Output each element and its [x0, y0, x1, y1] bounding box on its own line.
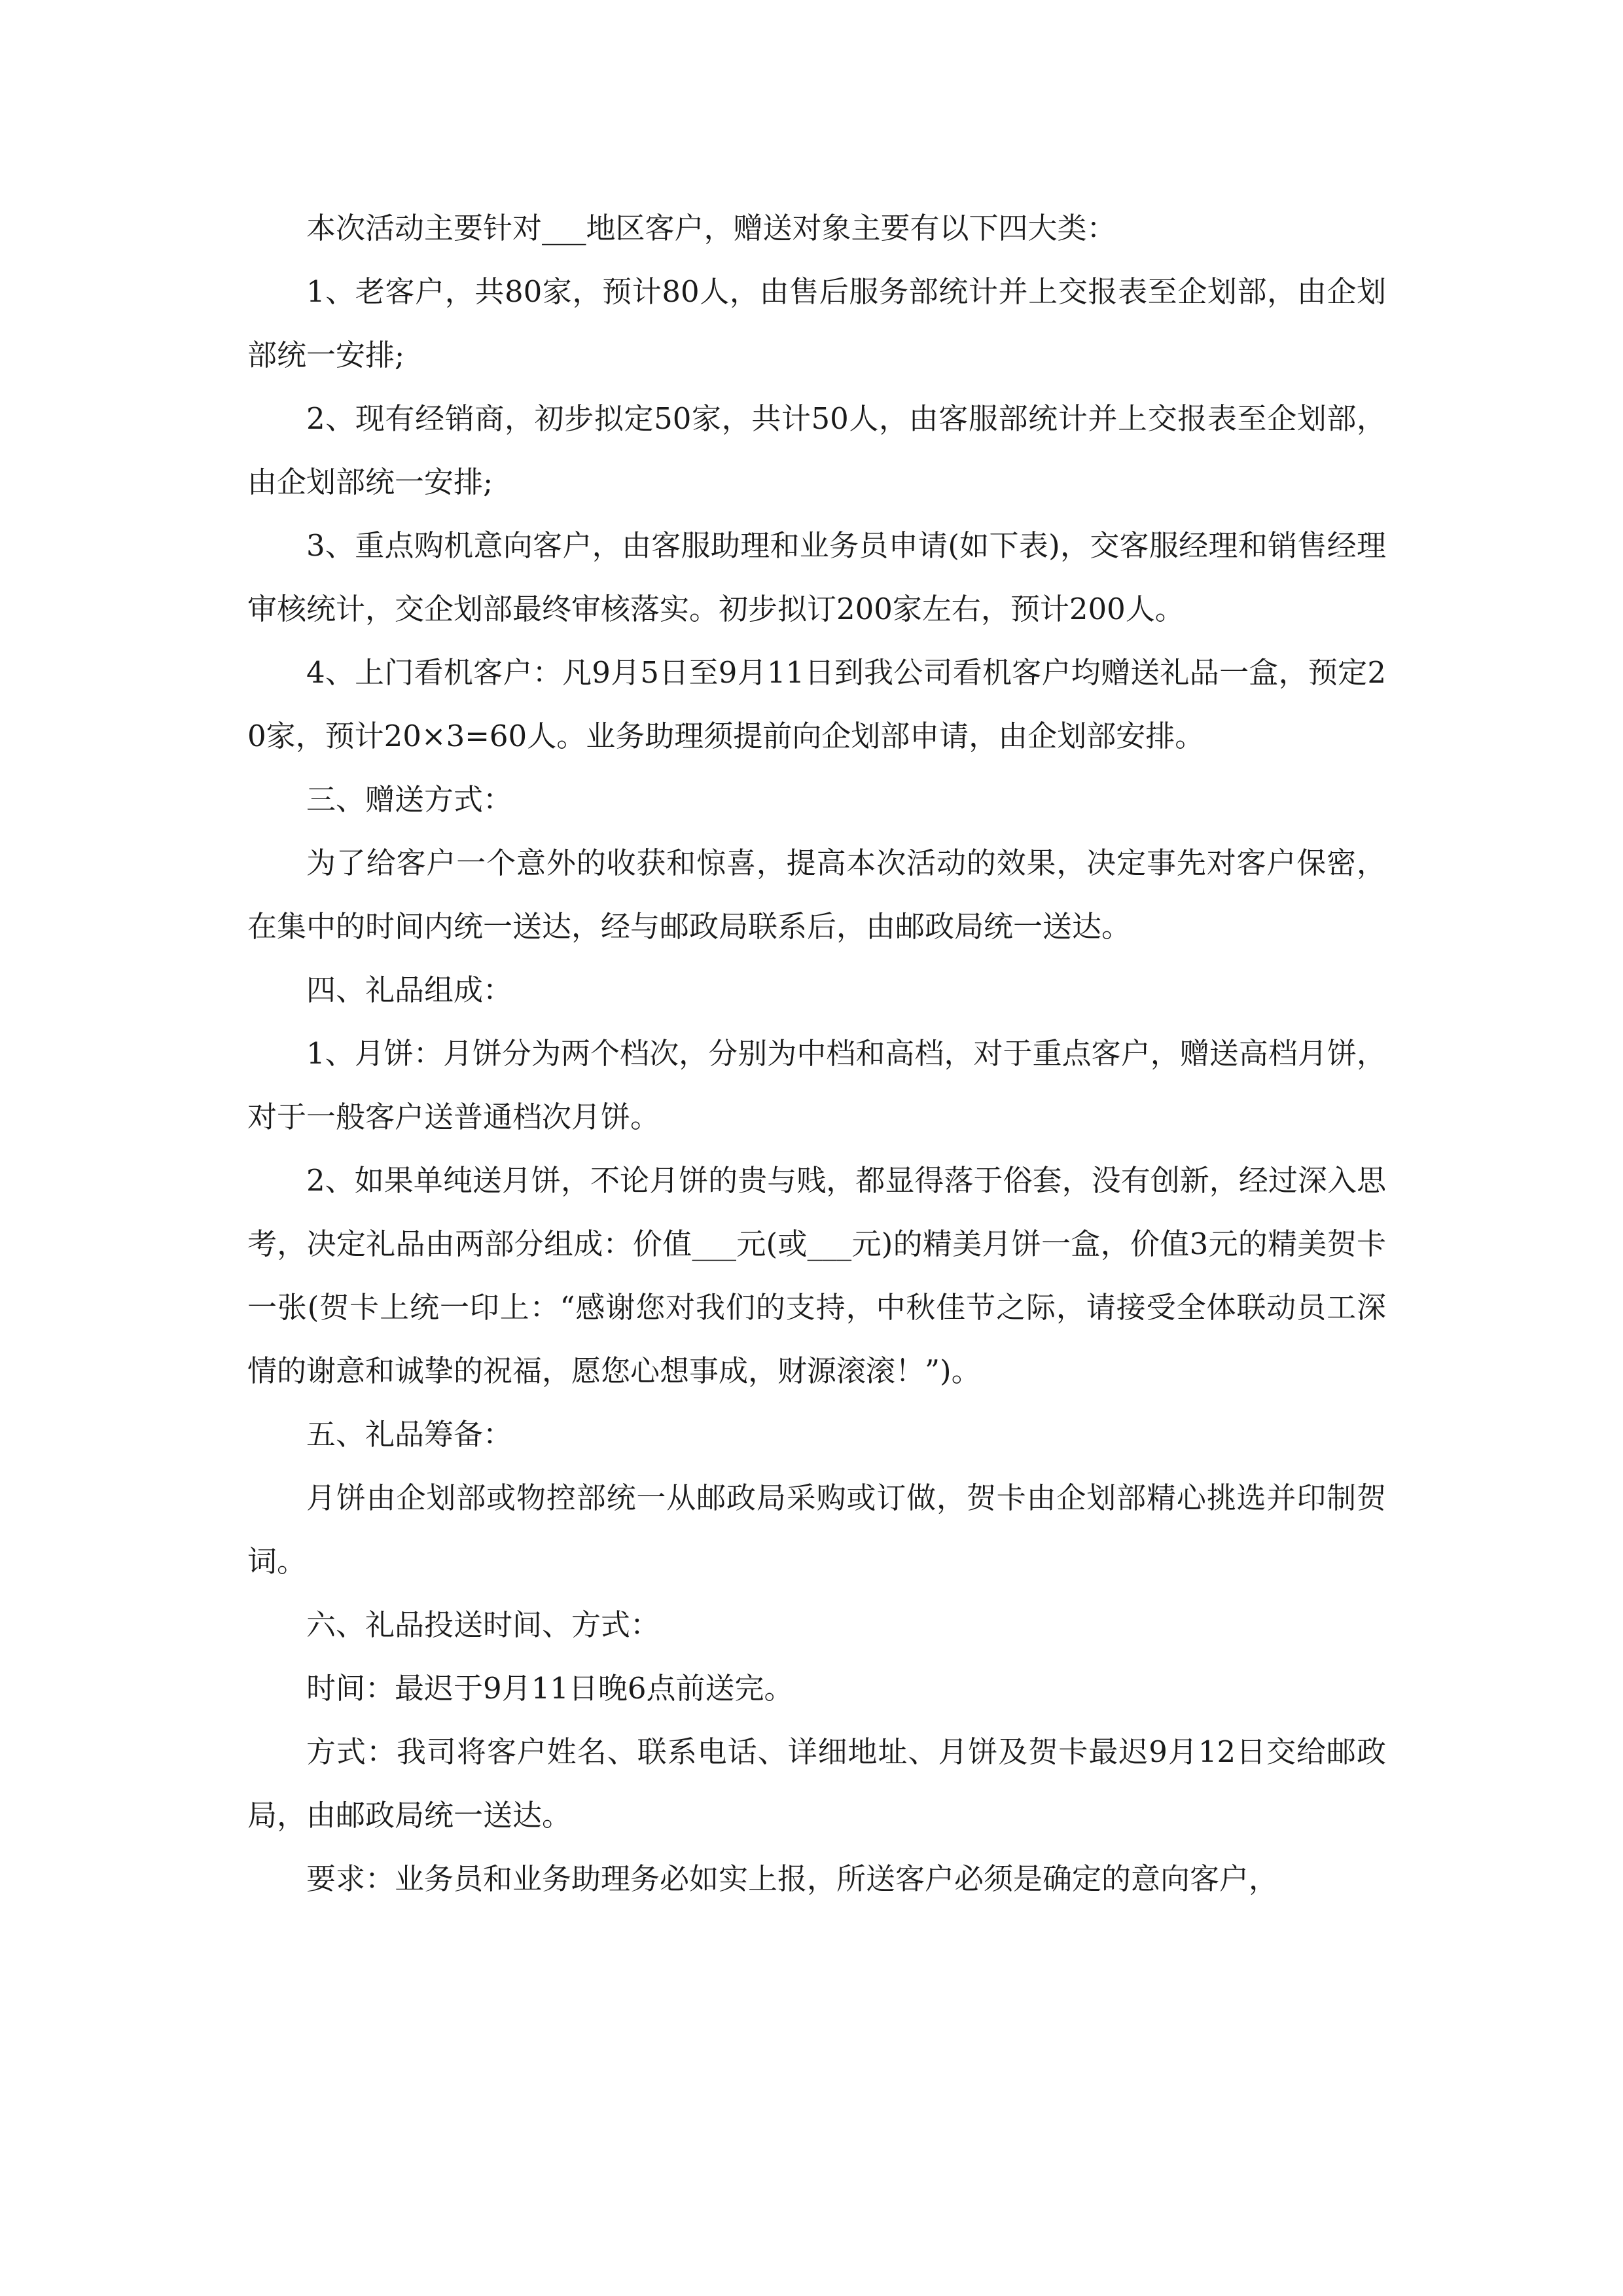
document-page [247, 196, 1386, 1910]
paragraph-intro-targets: 本次活动主要针对___地区客户，赠送对象主要有以下四大类： [306, 211, 1116, 245]
paragraph-preparation: 月饼由企划部或物控部统一从邮政局采购或订做，贺卡由企划部精心挑选并印制贺词。 [247, 1480, 1386, 1579]
paragraph-requirement: 要求：业务员和业务助理务必如实上报，所送客户必须是确定的意向客户， [306, 1861, 1279, 1896]
paragraph-gift-1: 1、月饼：月饼分为两个档次，分别为中档和高档，对于重点客户，赠送高档月饼，对于一般客户送普通档次月饼。 [247, 1036, 1386, 1134]
section-heading-gift-composition: 四、礼品组成： [306, 973, 513, 1007]
section-heading-gift-method: 三、赠送方式： [306, 782, 513, 817]
section-heading-gift-preparation: 五、礼品筹备： [306, 1417, 513, 1452]
paragraph-target-4: 4、上门看机客户：凡9月5日至9月11日到我公司看机客户均赠送礼品一盒，预定20家，预计20×3=60人。业务助理须提前向企划部申请，由企划部安排。 [247, 655, 1386, 753]
paragraph-target-3: 3、重点购机意向客户，由客服助理和业务员申请(如下表)，交客服经理和销售经理审核统计，交企划部最终审核落实。初步拟订200家左右，预计200人。 [247, 528, 1386, 626]
paragraph-delivery-method: 方式：我司将客户姓名、联系电话、详细地址、月饼及贺卡最迟9月12日交给邮政局，由邮政局统一送达。 [247, 1734, 1386, 1833]
paragraph-target-1: 1、老客户，共80家，预计80人，由售后服务部统计并上交报表至企划部，由企划部统一安排; [247, 274, 1386, 372]
paragraph-delivery-time: 时间：最迟于9月11日晚6点前送完。 [306, 1671, 794, 1706]
paragraph-method: 为了给客户一个意外的收获和惊喜，提高本次活动的效果，决定事先对客户保密，在集中的时间内统一送达，经与邮政局联系后，由邮政局统一送达。 [247, 846, 1386, 944]
paragraph-gift-2: 2、如果单纯送月饼，不论月饼的贵与贱，都显得落于俗套，没有创新，经过深入思考，决定礼品由两部分组成：价值___元(或___元)的精美月饼一盒，价值3元的精美贺卡一张(贺卡上统一印上：“感谢您对我们的支持，中秋佳节之际，请接受全体联动员工深情的谢意和诚挚的祝福，愿您心想事成，财源滚滚！”)。 [247, 1163, 1386, 1388]
section-heading-delivery: 六、礼品投送时间、方式： [306, 1607, 660, 1642]
paragraph-target-2: 2、现有经销商，初步拟定50家，共计50人，由客服部统计并上交报表至企划部，由企划部统一安排; [247, 401, 1386, 499]
